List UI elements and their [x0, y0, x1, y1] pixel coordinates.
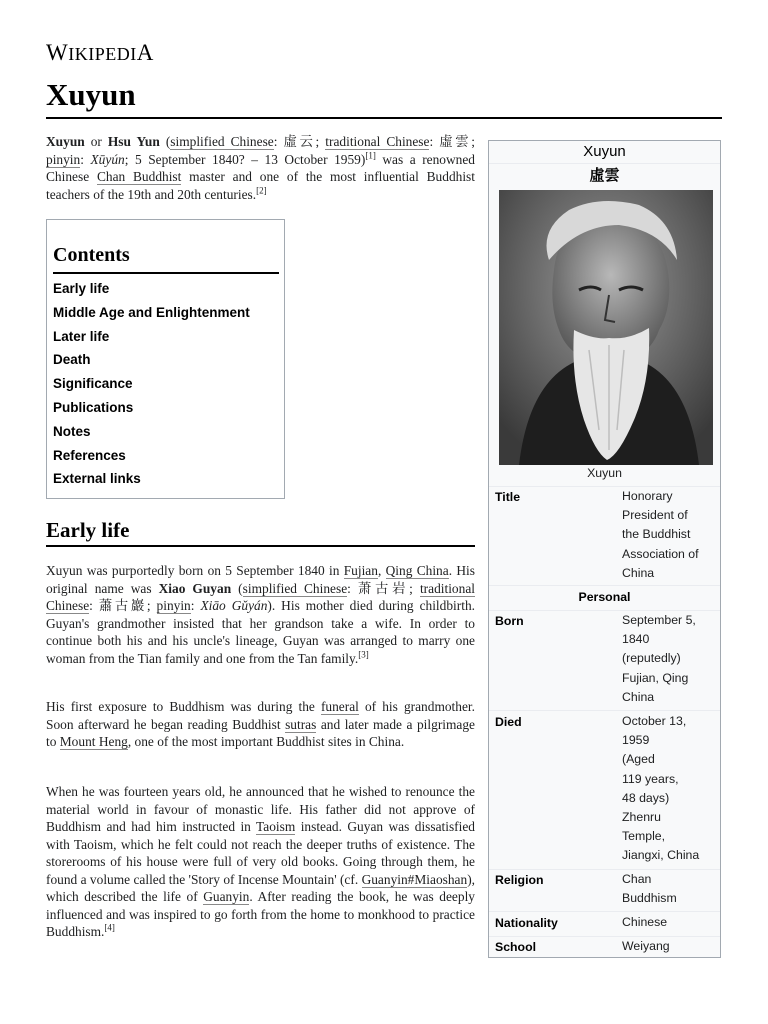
reference-link-2[interactable]: [2] [256, 185, 267, 196]
nationality-value: Chinese [622, 915, 668, 929]
title-value-line[interactable]: China [622, 565, 655, 580]
lead-text: : 虛云; [273, 134, 326, 149]
lead-text: master and one of the most influential Buddhist teachers of the 19th and 20th centuries. [46, 169, 475, 202]
died-value-line: 1959 [622, 733, 650, 748]
born-value [622, 611, 718, 707]
simplified-chinese-link[interactable]: simplified Chinese [242, 580, 348, 596]
wordmark-final: A [136, 40, 154, 65]
died-label: Died [495, 715, 522, 729]
pinyin-link[interactable]: pinyin [46, 151, 81, 167]
toc-item-notes[interactable]: Notes [53, 423, 91, 439]
wordmark-initial: W [46, 40, 69, 65]
toc-item-death[interactable]: Death [53, 352, 91, 368]
portrait-caption: Xuyun [587, 466, 622, 480]
portrait-image-drawing [499, 190, 713, 465]
toc-list [53, 280, 250, 494]
lead-text: ( [159, 134, 171, 149]
fujian-link[interactable]: Fujian [343, 563, 378, 578]
died-value-line: (Aged [622, 752, 655, 767]
religion-label: Religion [495, 873, 544, 887]
died-value-line[interactable]: Zhenru [622, 810, 661, 825]
toc-item-later-life[interactable]: Later life [53, 328, 110, 344]
paragraph-1 [46, 562, 475, 667]
born-value-line[interactable]: China [622, 689, 655, 704]
toc-divider [53, 272, 279, 274]
lead-paragraph [46, 133, 475, 203]
paragraph-2 [46, 698, 475, 751]
school-value[interactable]: Weiyang [622, 939, 670, 953]
toc-item-early-life[interactable]: Early life [53, 281, 110, 296]
wordmark-middle: IKIPEDI [68, 44, 137, 64]
paragraph-text: ), which described the life of [46, 871, 475, 904]
died-value-line: 48 days) [622, 790, 670, 805]
traditional-chinese-link[interactable]: traditional Chinese [325, 134, 430, 149]
paragraph-text: instead. Guyan was dissatisfied with Taoism, which he felt could not reach the deeper truths of existence. The storerooms of his house were full of very old books. Going through them, he found a volume called the 'Story of Incense Mountain' (cf. [46, 819, 475, 887]
paragraph-text: ( [231, 580, 243, 596]
infobox-divider [489, 710, 720, 711]
paragraph-text: His first exposure to Buddhism was during the [46, 699, 321, 714]
paragraph-text: When he was fourteen years old, he announced that he wished to renounce the material world in favour of monastic life. His father did not approve of Buddhism and had him instructed in [46, 784, 475, 834]
personal-header: Personal [578, 590, 631, 604]
paragraph-text: : 蕭古巖; [89, 598, 157, 613]
pinyin-link[interactable]: pinyin [156, 598, 191, 613]
religion-value-line[interactable]: Buddhism [622, 891, 677, 906]
table-of-contents [46, 219, 285, 499]
pinyin-name: Xiāo Gǔyán [200, 598, 268, 613]
funeral-link[interactable]: funeral [320, 699, 359, 714]
nationality-label: Nationality [495, 916, 558, 930]
lead-pinyin: Xūyún [90, 151, 125, 167]
infobox-name: Xuyun [583, 143, 626, 160]
paragraph-text: and later made a pilgrimage to [46, 716, 475, 749]
died-value-line[interactable]: Jiangxi, China [622, 848, 700, 863]
paragraph-text: of his grandmother. Soon afterward he began reading Buddhist [46, 699, 475, 732]
died-value-line: 119 years, [622, 771, 679, 786]
lead-text: was a renowned Chinese [46, 151, 475, 184]
died-value [622, 712, 718, 866]
portrait-image[interactable] [499, 190, 713, 465]
paragraph-text: . His original name was [46, 563, 475, 596]
page-title: Xuyun [46, 77, 136, 112]
title-value-line[interactable]: the Buddhist [622, 527, 691, 542]
born-label: Born [495, 614, 524, 628]
chan-buddhist-link[interactable]: Chan Buddhist [96, 169, 182, 184]
title-value-line[interactable]: Association of [622, 546, 699, 561]
toc-title: Contents [53, 244, 130, 266]
paragraph-text: : [190, 598, 201, 613]
title-value-line: Honorary [622, 489, 673, 503]
paragraph-text: : 萧古岩; [347, 580, 420, 596]
born-value-line: September 5, [622, 613, 696, 627]
lead-text: or [84, 134, 108, 149]
title-value [622, 487, 718, 583]
mount-heng-link[interactable]: Mount Heng [59, 734, 128, 749]
section-heading-early-life: Early life [46, 518, 130, 542]
sutras-link[interactable]: sutras [285, 716, 317, 732]
paragraph-3 [46, 783, 475, 941]
religion-value-line[interactable]: Chan [622, 872, 652, 886]
toc-item-references[interactable]: References [53, 447, 126, 463]
toc-item-middle-age[interactable]: Middle Age and Enlightenment [53, 304, 250, 320]
lead-text: : [80, 151, 91, 167]
died-value-line[interactable]: Temple, [622, 829, 666, 844]
lead-text: : 虛雲; [429, 134, 476, 149]
reference-link-4[interactable]: [4] [104, 922, 115, 933]
title-value-line: President of [622, 508, 688, 523]
toc-item-significance[interactable]: Significance [53, 376, 133, 392]
infobox [488, 140, 721, 958]
born-value-line[interactable]: Fujian, Qing [622, 670, 689, 685]
school-label: School [495, 940, 536, 954]
simplified-chinese-link[interactable]: simplified Chinese [170, 134, 274, 149]
infobox-chinese-name: 虛雲 [589, 167, 620, 184]
infobox-divider [489, 911, 720, 912]
section-divider [46, 545, 475, 547]
original-name: Xiao Guyan [158, 580, 232, 596]
guanyin-link[interactable]: Guanyin [203, 889, 250, 904]
title-label: Title [495, 490, 521, 504]
born-value-line: (reputedly) [622, 651, 681, 666]
wikipedia-wordmark[interactable] [46, 40, 154, 66]
paragraph-text: , one of the most important Buddhist sites in China. [127, 734, 405, 749]
taoism-link[interactable]: Taoism [256, 819, 296, 834]
died-value-line: October 13, [622, 714, 687, 728]
title-divider [46, 117, 722, 119]
traditional-chinese-link[interactable]: traditional Chinese [46, 580, 475, 613]
lead-name: Xuyun [46, 134, 85, 149]
infobox-divider [489, 585, 720, 586]
religion-value[interactable] [622, 870, 718, 908]
paragraph-text: ). His mother died during childbirth. Guyan's grandmother insisted that her grandson take a wife. In order to continue both his and his uncle's lineage, Guyan was arranged to marry one woman from the Tian family and one from the Tan family. [46, 598, 475, 666]
paragraph-text: . After reading the book, he was deeply influenced and was inspired to go forth from the home to monkhood to practice Buddhism. [46, 889, 475, 939]
born-value-line: 1840 [622, 632, 650, 647]
paragraph-text: , [377, 563, 386, 578]
miaoshan-link[interactable]: Guanyin#Miaoshan [361, 871, 468, 887]
reference-link-3[interactable]: [3] [358, 649, 369, 660]
toc-item-publications[interactable]: Publications [53, 399, 134, 415]
paragraph-text: Xuyun was purportedly born on 5 September 1840 in [46, 563, 344, 578]
toc-item-external-links[interactable]: External links [53, 471, 141, 487]
lead-dates: ; 5 September 1840? – 13 October 1959) [124, 151, 366, 167]
qing-china-link[interactable]: Qing China [385, 563, 449, 578]
lead-alt-name: Hsu Yun [107, 134, 160, 149]
reference-link-1[interactable]: [1] [365, 150, 376, 161]
